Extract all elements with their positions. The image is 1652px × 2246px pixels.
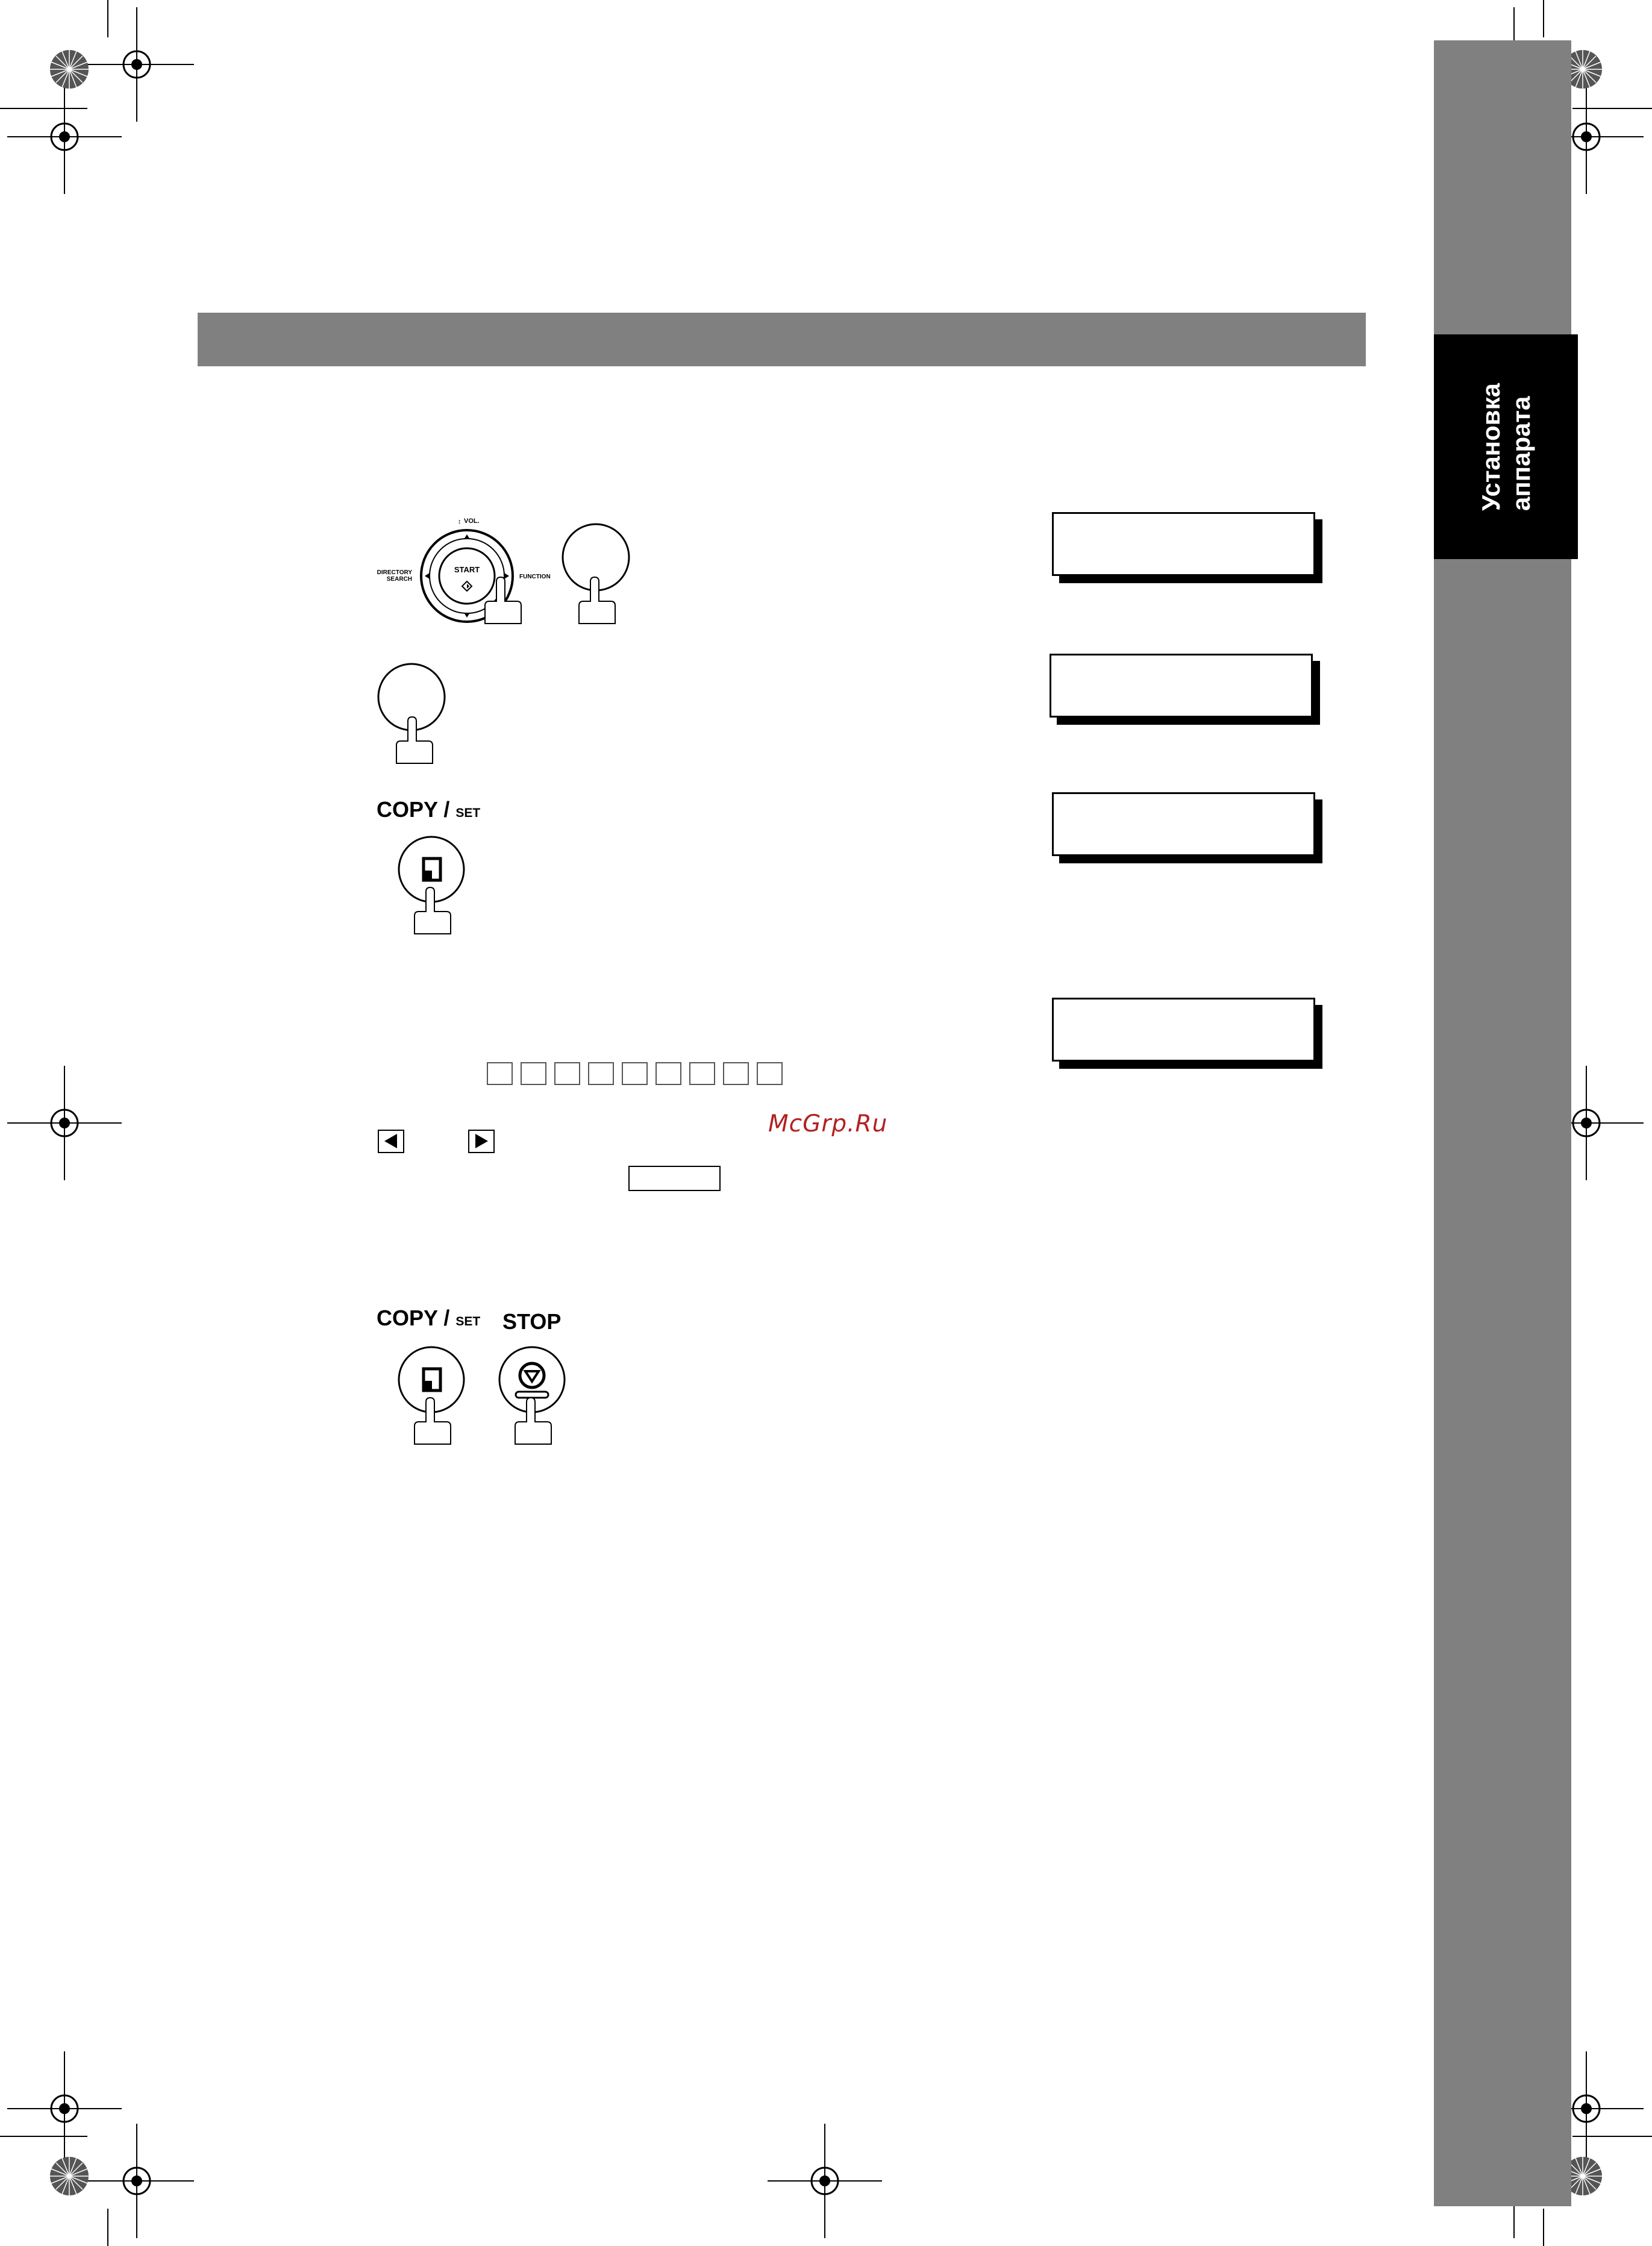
copy-label: COPY <box>377 797 438 822</box>
chapter-tab-line1: Установка <box>1476 383 1505 511</box>
chapter-tab-line2: аппарата <box>1506 396 1535 511</box>
set-label: SET <box>455 806 481 820</box>
lcd-display-4 <box>1052 998 1315 1062</box>
digit-box <box>554 1062 580 1085</box>
section-header-bar <box>198 313 1366 366</box>
lcd-display-2 <box>1050 654 1313 718</box>
function-label: FUNCTION <box>519 574 551 580</box>
svg-text:↕: ↕ <box>458 518 461 525</box>
right-arrow-icon <box>469 1131 493 1152</box>
start-label: START <box>454 565 480 574</box>
slash-label: / <box>443 1306 450 1330</box>
digit-entry-boxes <box>487 1062 790 1085</box>
digit-box <box>588 1062 614 1085</box>
digit-box <box>487 1062 513 1085</box>
copy-set-label-2 <box>377 1306 480 1334</box>
digit-box <box>622 1062 648 1085</box>
lcd-display-3 <box>1052 792 1315 856</box>
stop-button[interactable] <box>499 1347 566 1413</box>
stop-label: STOP <box>502 1309 562 1334</box>
directory-search-line1: DIRECTORY <box>377 569 412 576</box>
copy-set-label <box>377 798 480 825</box>
directory-search-line2: SEARCH <box>386 576 412 583</box>
left-arrow-button[interactable] <box>378 1130 404 1153</box>
blank-key-field <box>628 1166 721 1191</box>
right-arrow-button[interactable] <box>468 1130 495 1153</box>
digit-box <box>521 1062 546 1085</box>
copy-label: COPY <box>377 1306 438 1330</box>
start-key-button[interactable] <box>439 548 495 604</box>
digit-box <box>757 1062 783 1085</box>
watermark: McGrp.Ru <box>768 1110 888 1137</box>
copy-set-button[interactable] <box>399 837 465 903</box>
lcd-display-1 <box>1052 512 1315 576</box>
digit-box <box>723 1062 749 1085</box>
set-label: SET <box>455 1315 481 1328</box>
step2-key-button[interactable] <box>378 664 445 730</box>
chapter-tab <box>1434 334 1578 559</box>
left-arrow-icon <box>379 1131 403 1152</box>
digit-box <box>689 1062 715 1085</box>
digit-box <box>655 1062 681 1085</box>
vol-icon <box>458 518 461 525</box>
vol-label: VOL. <box>464 518 480 525</box>
chapter-tab-label <box>1476 383 1536 511</box>
copy-set-button-2[interactable] <box>399 1347 465 1413</box>
slash-label: / <box>443 797 450 822</box>
function-key-button[interactable] <box>562 524 630 593</box>
